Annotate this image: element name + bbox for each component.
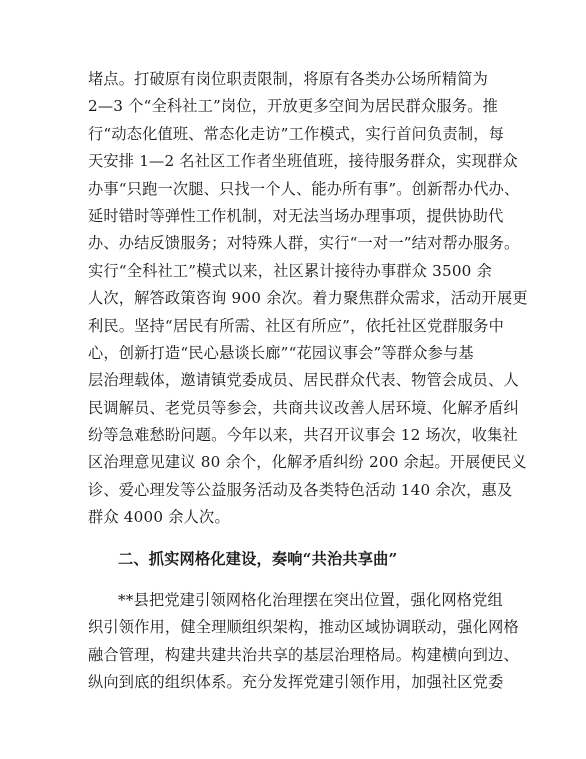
paragraph-line: 实行“全科社工”模式以来，社区累计接待办事群众 3500 余 [88,261,492,280]
paragraph-2 [88,587,519,697]
paragraph-1 [88,66,528,532]
paragraph-line: 群众 4000 余人次。 [88,508,230,527]
document-page [88,66,528,697]
paragraph-line: 民调解员、老党员等参会，共商共议改善人居环境、化解矛盾纠 [88,398,519,417]
paragraph-line: 纷等急难愁盼问题。今年以来，共召开议事会 12 场次，收集社 [88,426,518,445]
paragraph-line: 层治理载体，邀请镇党委成员、居民群众代表、物管会成员、人 [88,371,519,390]
paragraph-line: 行“动态化值班、常态化走访”工作模式，实行首问负责制，每 [88,124,505,143]
paragraph-line: 诊、爱心理发等公益服务活动及各类特色活动 140 余次，惠及 [88,480,513,499]
section-heading: 二、抓实网格化建设，奏响“共治共享曲” [118,549,398,568]
paragraph-line: 织引领作用，健全理顺组织架构，推动区域协调联动，强化网格 [88,618,519,637]
paragraph-line: 办事“只跑一次腿、只找一个人、能办所有事”。创新帮办代办、 [88,179,520,198]
paragraph-line: 天安排 1—2 名社区工作者坐班值班，接待服务群众，实现群众 [88,152,518,171]
paragraph-line: 堵点。打破原有岗位职责限制，将原有各类办公场所精简为 [88,70,489,88]
spacer [88,573,508,587]
paragraph-line: 心，创新打造“民心悬谈长廊”“花园议事会”等群众参与基 [88,343,474,362]
paragraph-line: 办、办结反馈服务；对特殊人群，实行“一对一”结对帮办服务。 [88,234,520,253]
paragraph-line: 利民。坚持“居民有所需、社区有所应”，依托社区党群服务中 [88,316,505,335]
paragraph-line: 2—3 个“全科社工”岗位，开放更多空间为居民群众服务。推 [88,97,498,116]
paragraph-line: 延时错时等弹性工作机制，对无法当场办理事项，提供协助代 [88,206,504,225]
paragraph-line: 区治理意见建议 80 余个，化解矛盾纠纷 200 余起。开展便民义 [88,453,527,472]
paragraph-line: 融合管理，构建共建共治共享的基层治理格局。构建横向到边、 [88,645,519,664]
paragraph-line: 人次，解答政策咨询 900 余次。着力聚焦群众需求，活动开展更 [88,289,528,308]
spacer [88,532,508,546]
paragraph-line: **县把党建引领网格化治理摆在突出位置，强化网格党组 [118,591,503,610]
paragraph-line: 纵向到底的组织体系。充分发挥党建引领作用，加强社区党委 [88,673,504,692]
